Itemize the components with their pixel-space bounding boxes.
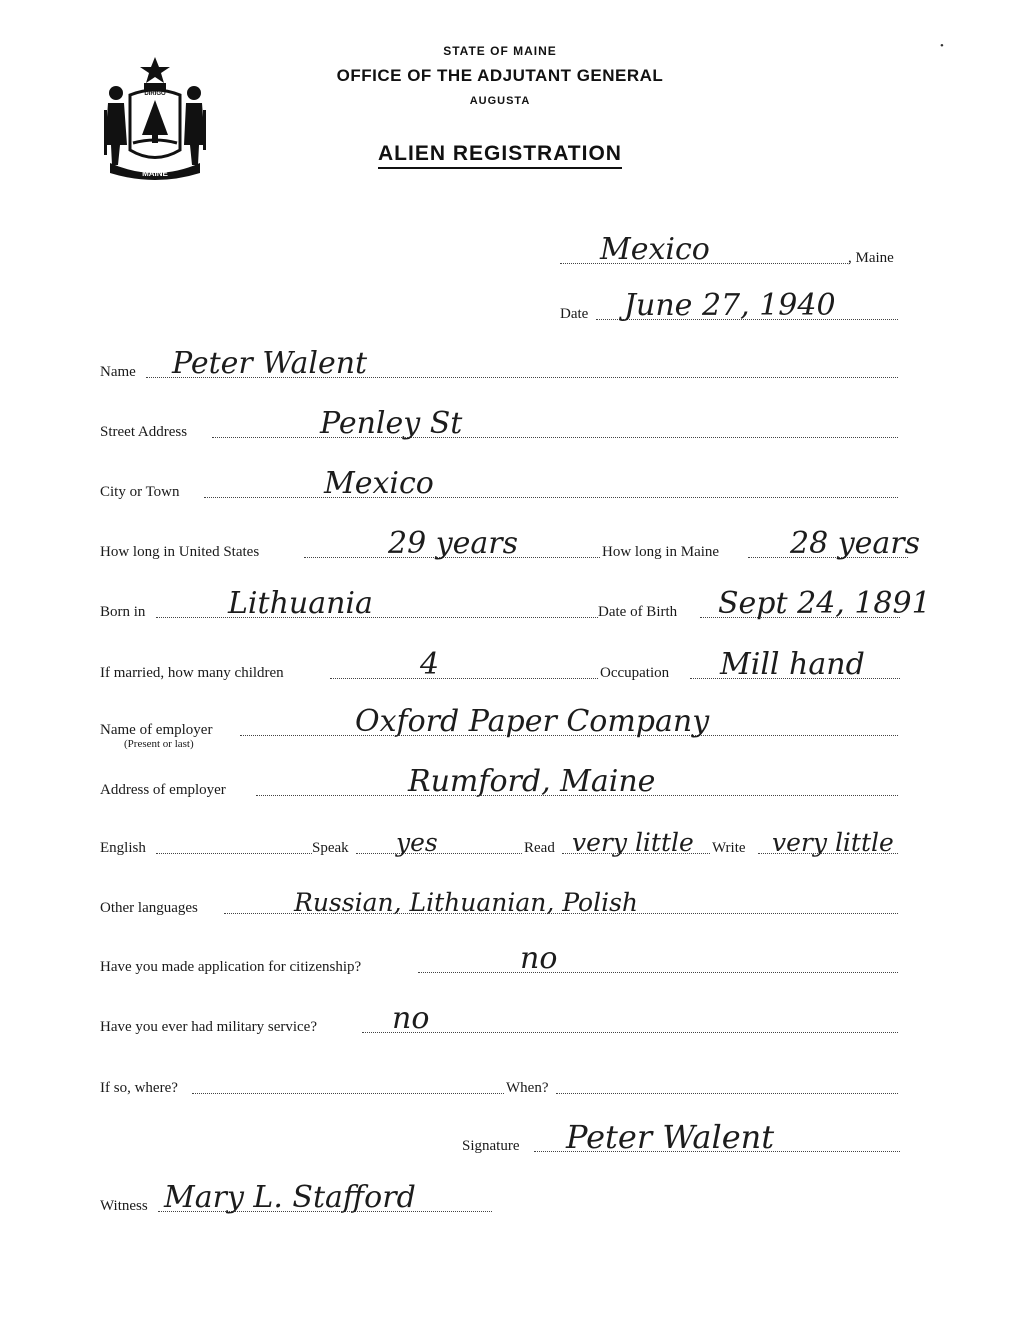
location-row [560,232,905,267]
witness-label: Witness [100,1198,148,1214]
name-value: Peter Walent [172,346,368,381]
dob-label: Date of Birth [598,604,678,620]
military-row [100,1001,900,1036]
citizenship-row [100,941,900,976]
date-label: Date [560,306,589,322]
other-languages-label: Other languages [100,900,198,916]
employer-value: Oxford Paper Company [355,704,710,739]
employer-label: Name of employer [100,722,213,738]
us-years-label: How long in United States [100,544,260,560]
signature-label: Signature [462,1138,520,1154]
name-row [100,346,900,381]
children-label: If married, how many children [100,665,284,681]
city-label: City or Town [100,484,180,500]
birth-row [100,586,931,621]
citizenship-label: Have you made application for citizenship? [100,959,362,975]
dob-value: Sept 24, 1891 [718,586,931,621]
form-title [300,142,700,166]
witness-row [100,1180,500,1215]
employer-sublabel: (Present or last) [124,738,194,750]
city-value: Mexico [324,466,434,501]
date-row [560,288,900,323]
residency-row [100,526,921,561]
read-label: Read [524,840,555,856]
name-label: Name [100,364,136,380]
write-value: very little [772,828,894,857]
location-value: Mexico [600,232,710,267]
speak-label: Speak [312,840,349,856]
form-title-text: ALIEN REGISTRATION [378,142,622,169]
office-heading: OFFICE OF THE ADJUTANT GENERAL [336,66,664,85]
city-row [100,466,900,501]
citizenship-value: no [520,941,558,976]
speak-value: yes [396,828,438,857]
street-label: Street Address [100,424,188,440]
seal-banner-text: MAINE [142,169,168,178]
born-in-label: Born in [100,604,146,620]
born-in-value: Lithuania [228,586,373,621]
when-label: When? [506,1080,549,1096]
english-row [100,826,900,856]
employer-address-value: Rumford, Maine [408,764,656,799]
street-row [100,406,900,441]
state-heading: STATE OF MAINE [443,44,557,58]
us-years-value: 29 years [388,526,519,561]
date-value: June 27, 1940 [624,288,836,323]
employer-row [100,704,900,739]
read-value: very little [572,828,694,857]
employer-address-label: Address of employer [100,782,226,798]
employer-address-row [100,764,900,799]
signature-row [462,1118,902,1156]
signature-value: Peter Walent [566,1118,775,1156]
military-value: no [392,1001,430,1036]
other-languages-value: Russian, Lithuanian, Polish [294,888,639,917]
english-label: English [100,840,146,856]
street-value: Penley St [320,406,463,441]
family-occupation-row [100,647,900,682]
military-label: Have you ever had military service? [100,1019,317,1035]
maine-state-seal-icon [100,55,210,180]
other-languages-row [100,886,900,916]
maine-years-label: How long in Maine [602,544,720,560]
occupation-value: Mill hand [720,647,865,682]
children-value: 4 [420,647,440,682]
maine-years-value: 28 years [790,526,921,561]
seal-motto-text: DIRIGO [144,91,166,97]
witness-value: Mary L. Stafford [164,1180,416,1215]
where-when-row [100,1066,900,1096]
occupation-label: Occupation [600,665,670,681]
write-label: Write [712,840,746,856]
where-label: If so, where? [100,1080,178,1096]
city-heading: AUGUSTA [469,95,531,107]
corner-mark: • [940,40,944,52]
location-label: , Maine [848,250,894,266]
